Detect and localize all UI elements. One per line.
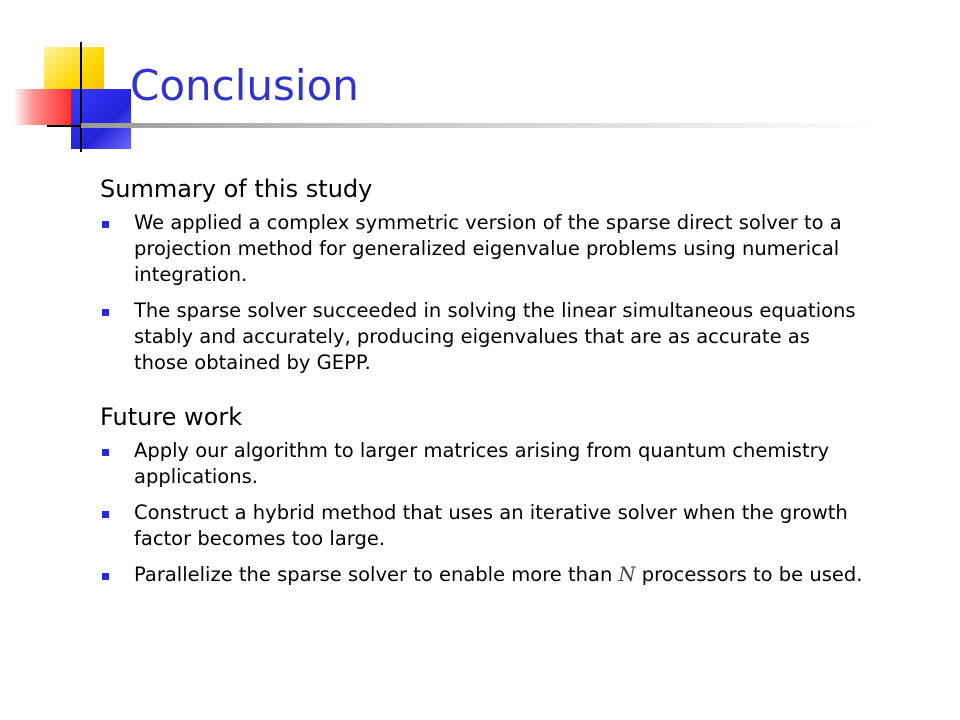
section-heading: Summary of this study bbox=[100, 175, 373, 203]
list-item bbox=[100, 500, 870, 552]
list-item-text-before: Parallelize the sparse solver to enable more than bbox=[134, 563, 619, 586]
title-underline bbox=[81, 123, 881, 128]
math-variable-n: N bbox=[618, 563, 636, 586]
list-item bbox=[100, 438, 870, 490]
list-item-text: Construct a hybrid method that uses an iterative solver when the growth factor becomes too large. bbox=[134, 501, 848, 550]
future-work-section bbox=[100, 400, 870, 588]
square-bullet-icon bbox=[102, 221, 109, 228]
square-bullet-icon bbox=[102, 511, 109, 518]
list-item bbox=[100, 210, 870, 288]
list-item-text: We applied a complex symmetric version of the sparse direct solver to a projection method for generalized eigenvalue problems using numerical integration. bbox=[134, 211, 842, 286]
list-item bbox=[100, 298, 870, 376]
bullet-list bbox=[100, 210, 870, 376]
vertical-line-decoration bbox=[80, 42, 82, 152]
slide-title: Conclusion bbox=[130, 61, 359, 110]
list-item-text: Apply our algorithm to larger matrices arising from quantum chemistry applications. bbox=[134, 439, 830, 488]
summary-section bbox=[100, 172, 870, 376]
list-item-text-after: processors to be used. bbox=[635, 563, 863, 586]
slide-content bbox=[100, 172, 870, 598]
square-bullet-icon bbox=[102, 449, 109, 456]
slide-logo-decoration bbox=[0, 0, 140, 160]
square-bullet-icon bbox=[102, 309, 109, 316]
list-item-text: The sparse solver succeeded in solving the linear simultaneous equations stably and accurately, producing eigenvalues that are as accurate as those obtained by GEPP. bbox=[134, 299, 856, 374]
bullet-list bbox=[100, 438, 870, 588]
square-bullet-icon bbox=[102, 573, 109, 580]
list-item bbox=[100, 562, 870, 588]
section-heading: Future work bbox=[100, 403, 243, 431]
red-square-decoration bbox=[13, 89, 73, 125]
